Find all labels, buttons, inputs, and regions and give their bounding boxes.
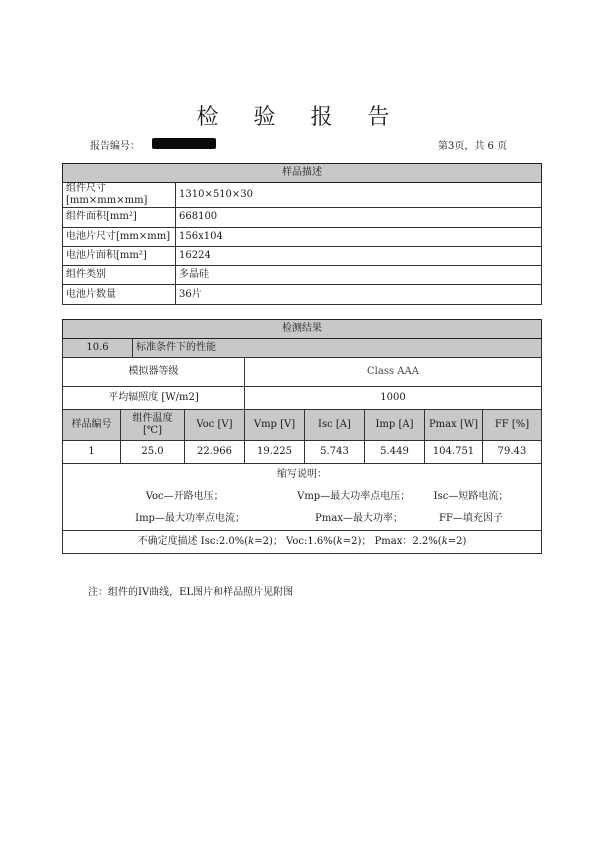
cell-pmax: 104.751	[425, 441, 483, 464]
abbr-ff: FF—填充因子	[439, 513, 503, 524]
sample-value: 1310×510×30	[176, 183, 542, 208]
abbr-line-1	[63, 486, 542, 508]
sample-value: 多晶硅	[176, 266, 542, 285]
clause-number: 10.6	[63, 339, 133, 358]
sample-label: 电池片尺寸[mm×mm]	[63, 227, 176, 246]
uncertainty-pmax: Pmax：2.2%(k=2)	[374, 536, 467, 547]
irradiance-value: 1000	[245, 387, 542, 410]
sample-heading: 样品描述	[63, 164, 542, 183]
cell-ff: 79.43	[483, 441, 542, 464]
abbr-title: 缩写说明：	[63, 464, 542, 487]
footnote: 注：组件的IV曲线，EL图片和样品照片见附图	[88, 587, 294, 598]
col-voc: Voc [V]	[185, 410, 245, 441]
uncertainty-row	[63, 531, 542, 554]
abbr-voc: Voc—开路电压；	[145, 491, 224, 502]
simulator-value: Class AAA	[245, 358, 542, 387]
table-row	[63, 246, 542, 265]
sample-label: 电池片数量	[63, 285, 176, 304]
col-sample-no: 样品编号	[63, 410, 121, 441]
col-pmax: Pmax [W]	[425, 410, 483, 441]
uncertainty-label: 不确定度描述	[137, 536, 198, 547]
report-number-label: 报告编号：	[90, 141, 140, 152]
table-row	[63, 227, 542, 246]
col-imp: Imp [A]	[365, 410, 425, 441]
cell-isc: 5.743	[305, 441, 365, 464]
col-ff: FF [%]	[483, 410, 542, 441]
table-row	[63, 183, 542, 208]
sample-label: 电池片面积[mm²]	[63, 246, 176, 265]
page-info: 第3页，共 6 页	[438, 141, 508, 152]
col-vmp: Vmp [V]	[245, 410, 305, 441]
cell-voc: 22.966	[185, 441, 245, 464]
table-row	[63, 285, 542, 304]
results-heading: 检测结果	[63, 320, 542, 339]
abbr-isc: Isc—短路电流；	[433, 491, 509, 502]
clause-title: 标准条件下的性能	[133, 339, 542, 358]
col-isc: Isc [A]	[305, 410, 365, 441]
abbr-imp: Imp—最大功率点电流；	[135, 513, 245, 524]
sample-label: 组件类别	[63, 266, 176, 285]
sample-value: 668100	[176, 208, 542, 227]
redacted-report-number	[152, 138, 216, 149]
abbr-line-2	[63, 508, 542, 531]
sample-value: 156x104	[176, 227, 542, 246]
abbr-vmp: Vmp—最大功率点电压；	[297, 491, 411, 502]
uncertainty-isc: Isc:2.0%(k=2)；	[200, 536, 283, 547]
cell-temperature: 25.0	[121, 441, 185, 464]
table-row	[63, 266, 542, 285]
sample-value: 36片	[176, 285, 542, 304]
abbr-pmax: Pmax—最大功率；	[315, 513, 403, 524]
cell-imp: 5.449	[365, 441, 425, 464]
table-row	[63, 441, 542, 464]
test-results-table	[62, 319, 542, 554]
col-temperature: 组件温度 [℃]	[121, 410, 185, 441]
table-row	[63, 208, 542, 227]
sample-value: 16224	[176, 246, 542, 265]
irradiance-label: 平均辐照度 [W/m2]	[63, 387, 245, 410]
sample-label: 组件面积[mm²]	[63, 208, 176, 227]
report-title: 检 验 报 告	[196, 105, 404, 130]
cell-vmp: 19.225	[245, 441, 305, 464]
sample-description-table	[62, 163, 542, 305]
cell-sample-no: 1	[63, 441, 121, 464]
uncertainty-voc: Voc:1.6%(k=2)；	[286, 536, 372, 547]
sample-label: 组件尺寸[mm×mm×mm]	[63, 183, 176, 208]
simulator-label: 模拟器等级	[63, 358, 245, 387]
